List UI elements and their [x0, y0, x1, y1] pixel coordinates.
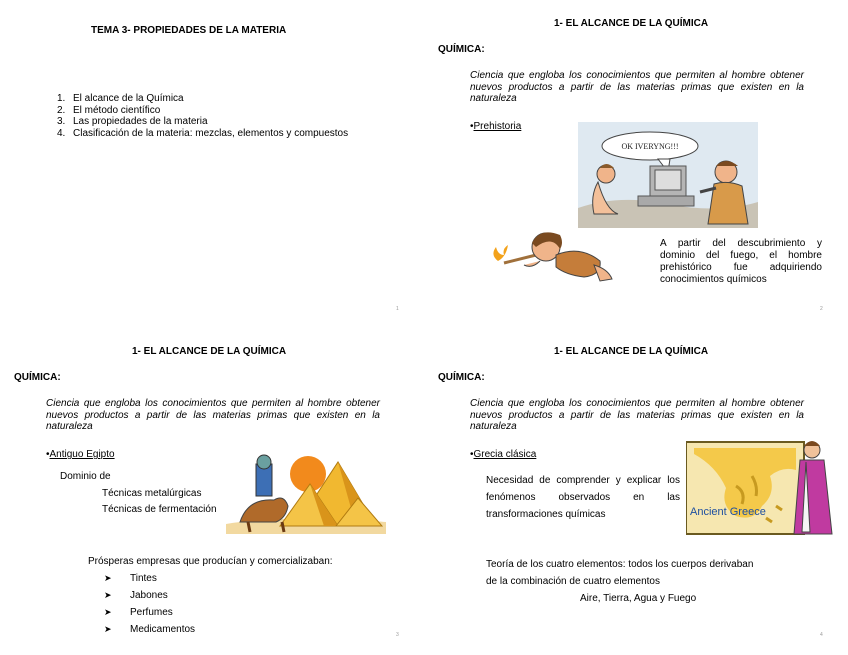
list-item: 2. El método científico — [57, 104, 161, 116]
page-number: 4 — [820, 632, 823, 638]
slide-4 — [424, 328, 848, 655]
products-list — [104, 570, 195, 638]
definition-text: Ciencia que engloba los conocimientos que permiten al hombre obtener nuevos productos a partir de las materias primas que existen en la naturaleza — [46, 398, 380, 432]
teoria-text-1: Teoría de los cuatro elementos: todos los cuerpos derivaban — [486, 559, 754, 570]
caveman-fire-illustration — [484, 225, 614, 295]
slide-title: TEMA 3- PROPIEDADES DE LA MATERIA — [91, 25, 287, 36]
definition-text: Ciencia que engloba los conocimientos que permiten al hombre obtener nuevos productos a partir de las materias primas que existen en la naturaleza — [470, 70, 804, 104]
prehistory-text: A partir del descubrimiento y dominio del fuego, el hombre prehistórico fue adquiriendo conocimientos químicos — [660, 238, 822, 285]
slide-subtitle: QUÍMICA: — [438, 372, 485, 383]
slide-2 — [424, 0, 848, 327]
list-item: ➤ Tintes — [104, 570, 195, 587]
slide-title: 1- EL ALCANCE DE LA QUÍMICA — [554, 346, 709, 357]
ancient-greece-illustration — [686, 436, 834, 536]
section-heading: •Grecia clásica — [470, 449, 537, 460]
slide-subtitle: QUÍMICA: — [438, 44, 485, 55]
svg-text:OK IVERYNG!!!: OK IVERYNG!!! — [621, 142, 679, 151]
prehistoric-computer-illustration — [578, 122, 758, 228]
list-item: 4. Clasificación de la materia: mezclas, elementos y compuestos — [57, 127, 349, 139]
list-item: ➤ Medicamentos — [104, 621, 195, 638]
list-item: ➤ Jabones — [104, 587, 195, 604]
topic-list — [57, 93, 348, 139]
list-item: 3. Las propiedades de la materia — [57, 116, 208, 127]
svg-text:Ancient Greece: Ancient Greece — [690, 506, 766, 518]
slide-title: 1- EL ALCANCE DE LA QUÍMICA — [132, 346, 287, 357]
slide-1 — [0, 0, 424, 327]
tecnica-metalurgica: Técnicas metalúrgicas — [102, 488, 202, 499]
teoria-text-2: de la combinación de cuatro elementos — [486, 576, 660, 587]
tecnica-fermentacion: Técnicas de fermentación — [102, 504, 217, 515]
definition-text: Ciencia que engloba los conocimientos que permiten al hombre obtener nuevos productos a partir de las materias primas que existen en la naturaleza — [470, 398, 804, 432]
arrow-bullet-icon: ➤ — [104, 573, 112, 583]
arrow-bullet-icon: ➤ — [104, 624, 112, 634]
section-heading: •Prehistoria — [470, 121, 522, 132]
list-item: ➤ Perfumes — [104, 604, 195, 621]
slide-title: 1- EL ALCANCE DE LA QUÍMICA — [554, 18, 709, 29]
arrow-bullet-icon: ➤ — [104, 607, 112, 617]
arrow-bullet-icon: ➤ — [104, 590, 112, 600]
slide-subtitle: QUÍMICA: — [14, 372, 61, 383]
necesidad-text: Necesidad de comprender y explicar los fenómenos observados en las transformaciones químicas — [486, 475, 680, 520]
page-number: 3 — [396, 632, 399, 638]
page-number: 1 — [396, 306, 399, 312]
section-heading: •Antiguo Egipto — [46, 449, 115, 460]
dominio-label: Dominio de — [60, 471, 111, 482]
cuatro-elementos: Aire, Tierra, Agua y Fuego — [580, 593, 697, 604]
egypt-pyramids-illustration — [226, 454, 386, 534]
list-item: 1. El alcance de la Química — [57, 93, 184, 104]
slide-3 — [0, 328, 424, 655]
page-number: 2 — [820, 306, 823, 312]
empresas-text: Prósperas empresas que producían y comercializaban: — [88, 556, 333, 567]
